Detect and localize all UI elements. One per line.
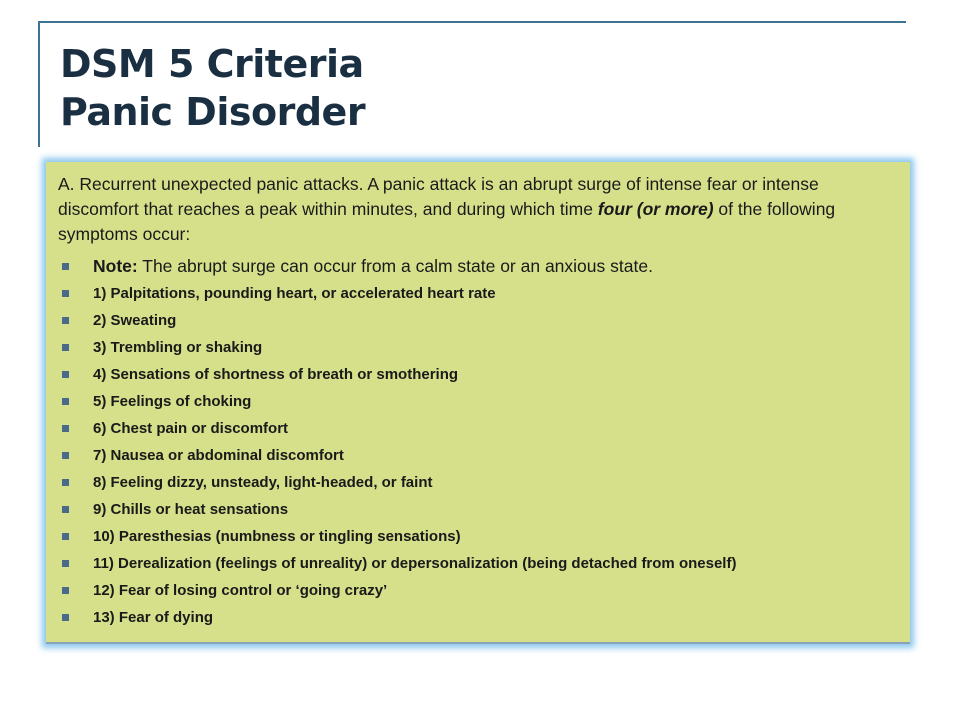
symptom-item xyxy=(58,388,896,415)
symptom-item xyxy=(58,280,896,307)
symptom-text: 11) Derealization (feelings of unreality) or depersonalization (being detached from oneself) xyxy=(93,555,737,572)
symptom-item xyxy=(58,604,896,631)
square-bullet-icon xyxy=(62,533,69,540)
intro-emphasis: four (or more) xyxy=(597,199,714,219)
symptom-text: 13) Fear of dying xyxy=(93,609,214,626)
symptom-item xyxy=(58,550,896,577)
symptom-text: 12) Fear of losing control or ‘going crazy’ xyxy=(93,582,388,599)
square-bullet-icon xyxy=(62,506,69,513)
square-bullet-icon xyxy=(62,614,69,621)
symptom-item xyxy=(58,469,896,496)
symptom-text: 10) Paresthesias (numbness or tingling sensations) xyxy=(93,528,461,545)
square-bullet-icon xyxy=(62,560,69,567)
square-bullet-icon xyxy=(62,344,69,351)
symptom-text: 8) Feeling dizzy, unsteady, light-headed, or faint xyxy=(93,474,433,491)
title-line-2: Panic Disorder xyxy=(60,90,366,134)
symptom-text: 5) Feelings of choking xyxy=(93,393,252,410)
criterion-a-intro xyxy=(58,172,896,247)
square-bullet-icon xyxy=(62,371,69,378)
intro-text-start: A. Recurrent unexpected panic attacks. A panic attack is an abrupt surge of intense fear or intense discomfort that reaches a peak within minutes, and during which time xyxy=(58,174,819,219)
note-text: The abrupt surge can occur from a calm state or an anxious state. xyxy=(137,256,653,276)
symptom-text: 2) Sweating xyxy=(93,312,177,329)
title-line-1: DSM 5 Criteria xyxy=(60,42,364,86)
symptom-item xyxy=(58,415,896,442)
square-bullet-icon xyxy=(62,263,69,270)
criteria-box xyxy=(46,162,910,644)
square-bullet-icon xyxy=(62,290,69,297)
note-item xyxy=(58,253,896,280)
symptom-item xyxy=(58,523,896,550)
slide-title xyxy=(60,40,365,136)
square-bullet-icon xyxy=(62,398,69,405)
square-bullet-icon xyxy=(62,425,69,432)
symptom-text: 7) Nausea or abdominal discomfort xyxy=(93,447,344,464)
top-divider xyxy=(40,21,906,23)
symptom-text: 9) Chills or heat sensations xyxy=(93,501,289,518)
intro-text-end: of the following symptoms occur: xyxy=(58,199,836,244)
symptom-item xyxy=(58,307,896,334)
symptom-text: 3) Trembling or shaking xyxy=(93,339,263,356)
square-bullet-icon xyxy=(62,452,69,459)
symptom-item xyxy=(58,496,896,523)
note-label: Note: xyxy=(93,256,138,276)
symptom-text: 4) Sensations of shortness of breath or smothering xyxy=(93,366,459,383)
symptom-item xyxy=(58,577,896,604)
symptom-item xyxy=(58,334,896,361)
symptom-text: 1) Palpitations, pounding heart, or accelerated heart rate xyxy=(93,285,496,302)
left-divider xyxy=(38,21,40,147)
symptom-item xyxy=(58,442,896,469)
square-bullet-icon xyxy=(62,317,69,324)
square-bullet-icon xyxy=(62,479,69,486)
symptom-list xyxy=(58,253,896,631)
symptom-text: 6) Chest pain or discomfort xyxy=(93,420,289,437)
symptom-item xyxy=(58,361,896,388)
square-bullet-icon xyxy=(62,587,69,594)
